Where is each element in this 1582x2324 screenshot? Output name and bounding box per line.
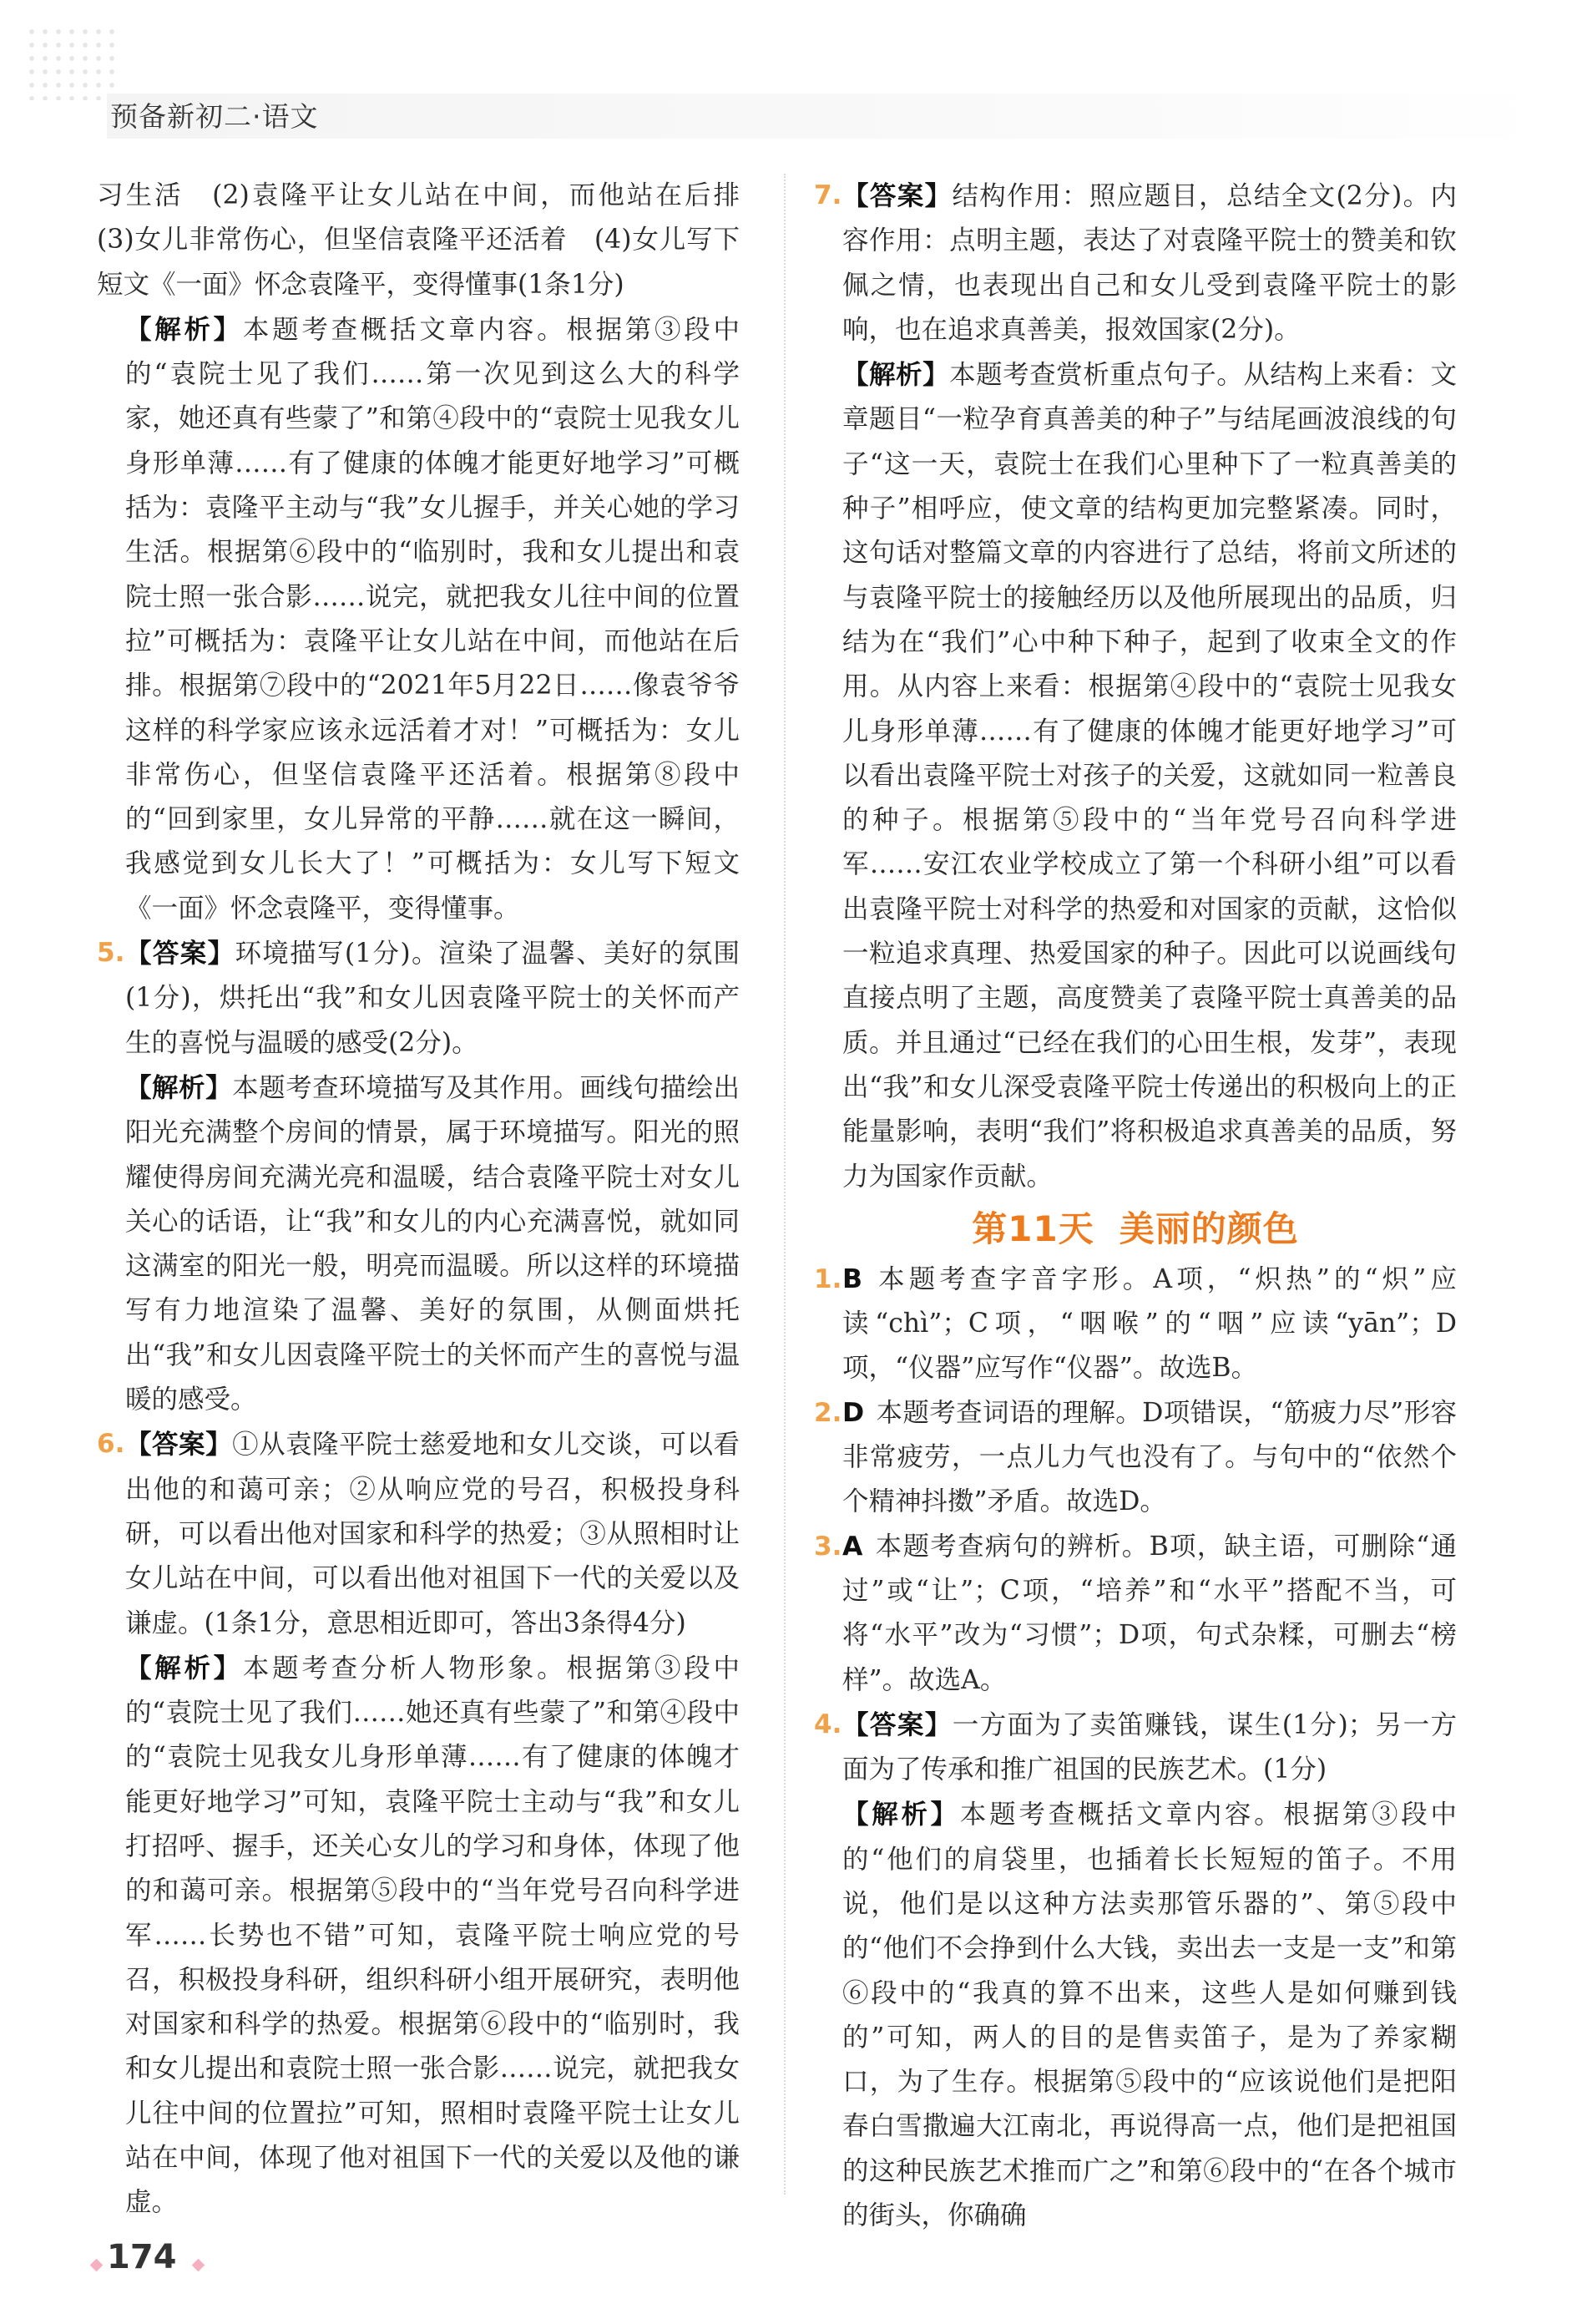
item-number: 6. <box>97 1429 125 1460</box>
header-bar <box>107 94 1547 139</box>
item-number: 3. <box>814 1531 842 1562</box>
item-text: 本题考查词语的理解。D项错误，“筋疲力尽”形容非常疲劳，一点儿力气也没有了。与句中的“依然个个精神抖擞”矛盾。故选D。 <box>842 1397 1457 1517</box>
continued-text <box>97 174 766 307</box>
item-number: 5. <box>97 938 125 969</box>
answer-tag: 【答案】 <box>842 1709 953 1740</box>
block-text: 习生活 (2)袁隆平让女儿站在中间，而他站在后排 (3)女儿非常伤心，但坚信袁隆平还活着 (4)女儿写下短文《一面》怀念袁隆平，变得懂事(1条1分) <box>97 180 766 300</box>
answer-letter: A <box>842 1531 863 1562</box>
analysis-tag: 【解析】 <box>125 313 243 345</box>
block-text: 本题考查赏析重点句子。从结构上来看：文章题目“一粒孕育真善美的种子”与结尾画波浪线的句子“这一天，袁院士在我们心里种下了一粒真善美的种子”相呼应，使文章的结构更加完整紧凑。同时，这句话对整篇文章的内容进行了总结，将前文所述的与袁隆平院士的接触经历以及他所展现出的品质，归结为在“我们”心中种下种子，起到了收束全文的作用。从内容上来看：根据第④段中的“袁院士见我女儿身形单薄……有了健康的体魄才能更好地学习”可以看出袁隆平院士对孩子的关爱，这就如同一粒善良的种子。根据第⑤段中的“当年党号召向科学进军……安江农业学校成立了第一个科研小组”可以看出袁隆平院士对科学的热爱和对国家的贡献，这恰似一粒追求真理、热爱国家的种子。因此可以说画线句直接点明了主题，高度赞美了袁隆平院士真善美的品质。并且通过“已经在我们的心田生根，发芽”，表现出“我”和女儿深受袁隆平院士传递出的积极向上的正能量影响，表明“我们”将积极追求真善美的品质，努力为国家作贡献。 <box>842 360 1457 1192</box>
item-number: 4. <box>814 1709 842 1739</box>
item-text: 本题考查病句的辨析。B项，缺主语，可删除“通过”或“让”；C项，“培养”和“水平”搭配不当，可将“水平”改为“习惯”；D项，句式杂糅，可删去“榜样”。故选A。 <box>842 1531 1457 1695</box>
answer-tag: 【答案】 <box>842 180 953 211</box>
answer-letter: B <box>842 1263 863 1294</box>
diamond-left-icon <box>90 2259 104 2272</box>
answer-tag: 【答案】 <box>125 1429 233 1461</box>
item-number: 2. <box>814 1397 842 1428</box>
block-text: 本题考查环境描写及其作用。画线句描绘出阳光充满整个房间的情景，属于环境描写。阳光的照耀使得房间充满光亮和温暖，结合袁隆平院士对女儿关心的话语，让“我”和女儿的内心充满喜悦，就如同这满室的阳光一般，明亮而温暖。所以这样的环境描写有力地渲染了温馨、美好的氛围，从侧面烘托出“我”和女儿因袁隆平院士的关怀而产生的喜悦与温暖的感受。 <box>125 1072 740 1415</box>
answer-item <box>814 174 1457 352</box>
item-text: 一方面为了卖笛赚钱，谋生(1分)；另一方面为了传承和推广祖国的民族艺术。(1分) <box>842 1709 1457 1785</box>
block-text: 本题考查分析人物形象。根据第③段中的“袁院士见了我们……她还真有些蒙了”和第④段中的“袁院士见我女儿身形单薄……有了健康的体魄才能更好地学习”可知，袁隆平院士主动与“我”和女儿打招呼、握手，还关心女儿的学习和身体，体现了他的和蔼可亲。根据第⑤段中的“当年党号召向科学进军……长势也不错”可知，袁隆平院士响应党的号召，积极投身科研，组织科研小组开展研究，表明他对国家和科学的热爱。根据第⑥段中的“临别时，我和女儿提出和袁院士照一张合影……说完，就把我女儿往中间的位置拉”可知，照相时袁隆平院士让女儿站在中间，体现了他对祖国下一代的关爱以及他的谦虚。 <box>125 1653 740 2218</box>
item-text: 本题考查字音字形。A项，“炽热”的“炽”应读“chì”；C项，“咽喉”的“咽”应读“yān”；D项，“仪器”应写作“仪器”。故选B。 <box>842 1263 1457 1384</box>
item-number: 1. <box>814 1263 842 1294</box>
section-day: 第11天 <box>972 1208 1094 1249</box>
page-number: 174 <box>107 2238 177 2276</box>
section-name: 美丽的颜色 <box>1119 1208 1299 1249</box>
item-text: ①从袁隆平院士慈爱地和女儿交谈，可以看出他的和蔼可亲；②从响应党的号召，积极投身科研，可以看出他对国家和科学的热爱；③从照相时让女儿站在中间，可以看出他对祖国下一代的关爱以及谦虚。(1条1分，意思相近即可，答出3条得4分) <box>125 1430 740 1638</box>
analysis-block <box>814 1792 1457 2238</box>
analysis-block <box>97 1066 740 1422</box>
block-text: 本题考查概括文章内容。根据第③段中的“他们的肩袋里，也插着长长短短的笛子。不用说，他们是以这种方法卖那管乐器的”、第⑤段中的“他们不会挣到什么大钱，卖出去一支是一支”和第⑥段中的“我真的算不出来，这些人是如何赚到钱的”可知，两人的目的是售卖笛子，是为了养家糊口，为了生存。根据第⑤段中的“应该说他们是把阳春白雪撒遍大江南北，再说得高一点，他们是把祖国的这种民族艺术推而广之”和第⑥段中的“在各个城市的街头，你确确 <box>842 1800 1457 2231</box>
item-text: 环境描写(1分)。渲染了温馨、美好的氛围(1分)，烘托出“我”和女儿因袁隆平院士的关怀而产生的喜悦与温暖的感受(2分)。 <box>125 939 740 1058</box>
analysis-tag: 【解析】 <box>842 359 950 391</box>
analysis-tag: 【解析】 <box>125 1652 243 1684</box>
page-header-title: 预备新初二·语文 <box>110 100 319 133</box>
analysis-block <box>814 352 1457 1199</box>
answer-item <box>97 1422 740 1645</box>
item-text: 结构作用：照应题目，总结全文(2分)。内容作用：点明主题，表达了对袁隆平院士的赞美和钦佩之情，也表现出自己和女儿受到袁隆平院士的影响，也在追求真善美，报效国家(2分)。 <box>842 181 1457 345</box>
answer-item <box>814 1391 1457 1525</box>
right-column <box>814 174 1457 2238</box>
answer-letter: D <box>842 1397 865 1428</box>
analysis-tag: 【解析】 <box>125 1071 233 1103</box>
section-title <box>814 1203 1457 1256</box>
column-divider <box>784 174 786 2195</box>
answer-tag: 【答案】 <box>125 938 235 970</box>
answer-item <box>814 1703 1457 1793</box>
answer-item <box>97 931 740 1066</box>
left-column <box>97 174 766 2225</box>
decorative-dots <box>25 25 117 100</box>
diamond-right-icon <box>192 2259 205 2272</box>
block-text: 本题考查概括文章内容。根据第③段中的“袁院士见了我们……第一次见到这么大的科学家，她还真有些蒙了”和第④段中的“袁院士见我女儿身形单薄……有了健康的体魄才能更好地学习”可概括为：袁隆平主动与“我”女儿握手，并关心她的学习生活。根据第⑥段中的“临别时，我和女儿提出和袁院士照一张合影……说完，就把我女儿往中间的位置拉”可概括为：袁隆平让女儿站在中间，而他站在后排。根据第⑦段中的“2021年5月22日……像袁爷爷这样的科学家应该永远活着才对！”可概括为：女儿非常伤心，但坚信袁隆平还活着。根据第⑧段中的“回到家里，女儿异常的平静……就在这一瞬间，我感觉到女儿长大了！”可概括为：女儿写下短文《一面》怀念袁隆平，变得懂事。 <box>125 314 740 924</box>
answer-item <box>814 1525 1457 1703</box>
analysis-tag: 【解析】 <box>842 1799 960 1830</box>
analysis-block <box>97 307 740 931</box>
answer-item <box>814 1258 1457 1391</box>
item-number: 7. <box>814 180 842 210</box>
analysis-block <box>97 1646 740 2225</box>
